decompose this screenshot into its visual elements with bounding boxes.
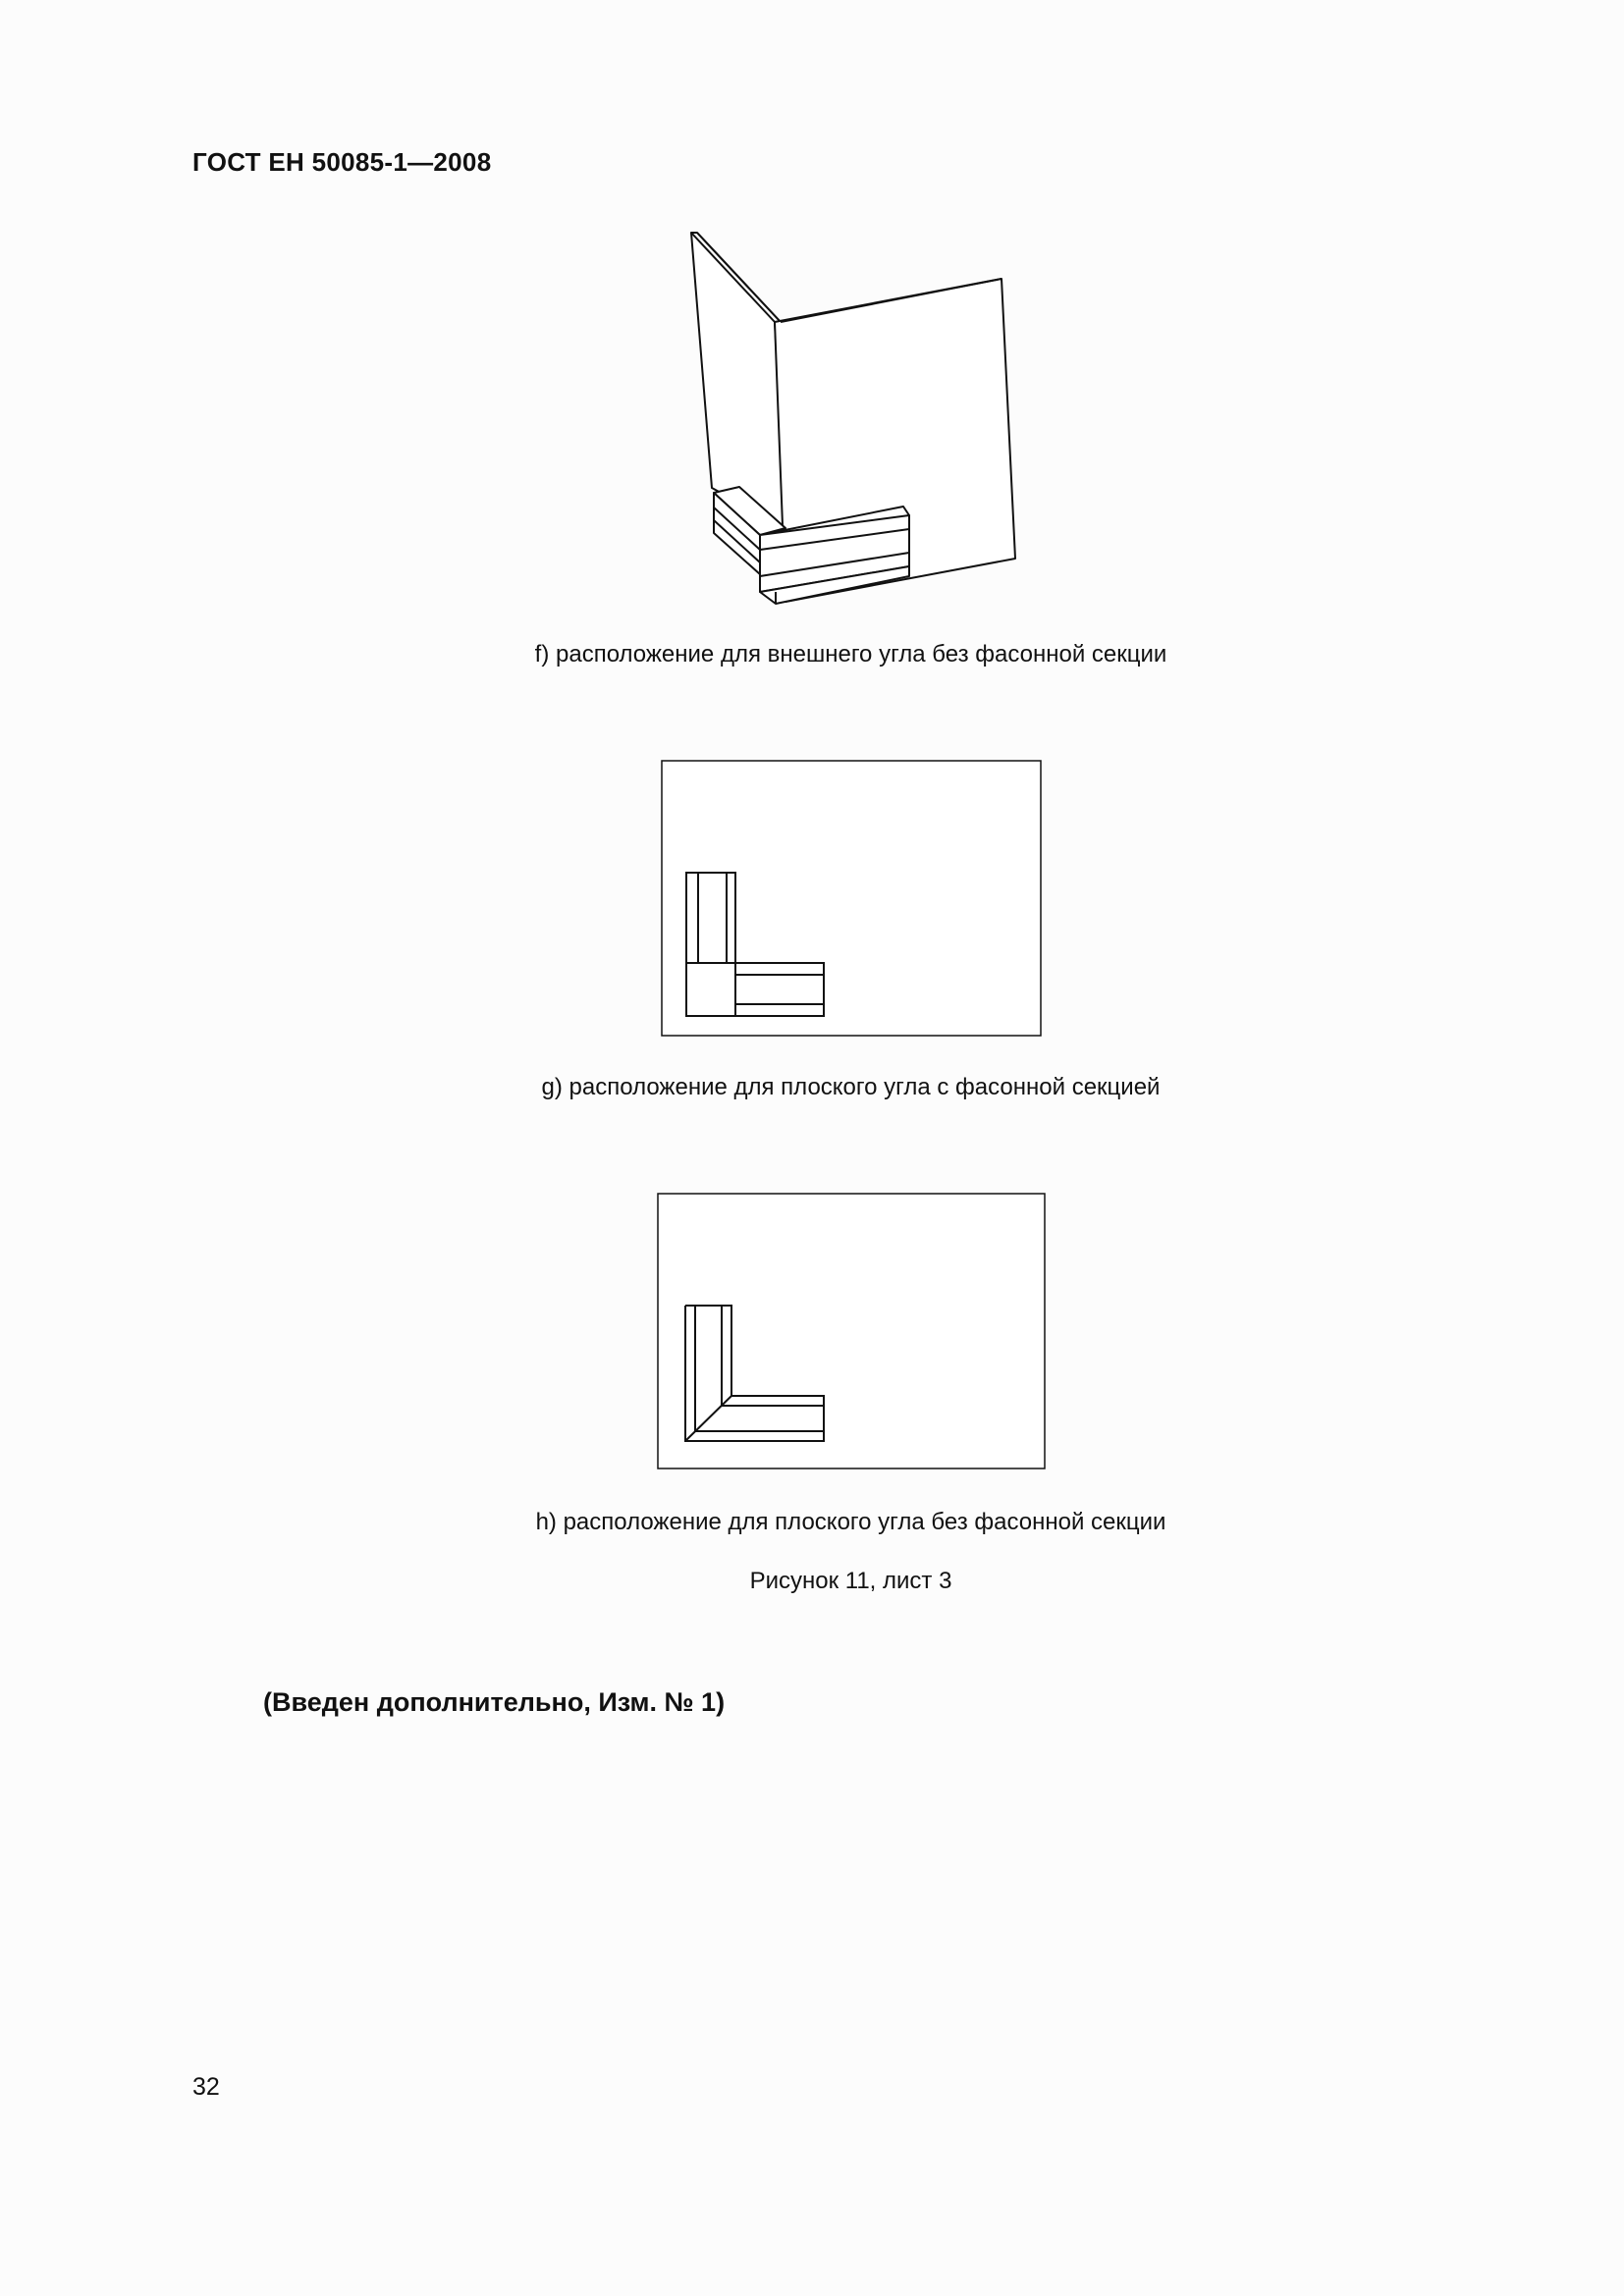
amendment-note: (Введен дополнительно, Изм. № 1) (263, 1687, 726, 1717)
figure-f-caption: f) расположение для внешнего угла без фасонной секции (534, 641, 1167, 667)
figure-g-caption: g) расположение для плоского угла с фасонной секцией (541, 1074, 1161, 1100)
document-header: ГОСТ ЕН 50085-1—2008 (192, 147, 492, 177)
figure-f-external-corner-drawing (677, 221, 1041, 614)
figure-title: Рисунок 11, лист 3 (749, 1568, 952, 1594)
figure-g-flat-corner-fitting-drawing (660, 759, 1043, 1040)
page-number: 32 (192, 2073, 220, 2101)
figure-h-caption: h) расположение для плоского угла без фасонной секции (535, 1509, 1166, 1535)
figure-h-flat-corner-mitre-drawing (656, 1192, 1047, 1472)
